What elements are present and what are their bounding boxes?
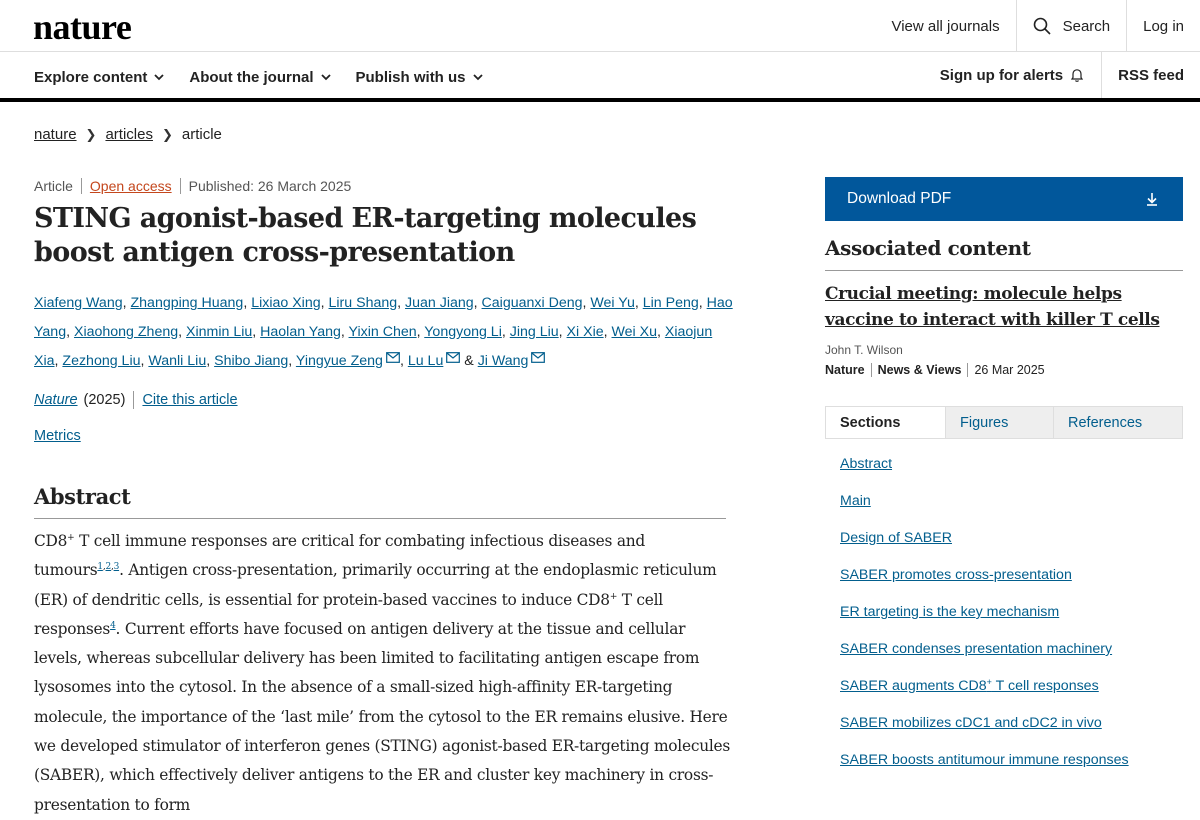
header-actions [875,0,1200,52]
publish-label: Publish with us [355,68,466,86]
cite-article-link[interactable]: Cite this article [142,392,238,408]
download-pdf-button[interactable] [825,177,1183,221]
associated-author: John T. Wilson [825,343,903,357]
section-label: SABER promotes cross-presentation [840,567,1072,583]
section-link-antitumour[interactable] [840,752,1180,789]
reference-link[interactable]: 4 [110,620,116,631]
breadcrumb [34,126,222,143]
section-label: SABER mobilizes cDC1 and cDC2 in vivo [840,715,1102,731]
sidebar-tabs [825,406,1183,439]
breadcrumb-articles[interactable]: articles [105,126,153,143]
alerts-label: Sign up for alerts [939,66,1064,84]
login-link[interactable]: Log in [1126,0,1200,52]
chevron-down-icon [320,71,332,83]
author-link[interactable]: Yixin Chen [348,324,417,340]
publish-with-us-menu[interactable] [356,69,484,86]
meta-divider [180,178,181,194]
nature-logo[interactable]: nature [33,7,132,47]
author-list: Xiafeng Wang, Zhangping Huang, Lixiao Xing, Liru Shang, Juan Jiang, Caiguanxi Deng, Wei Yu, Lin Peng, Hao Yang, Xiaohong Zheng, Xinmin Liu, Haolan Yang, Yixin Chen, Yongyong Li, Jing Liu, Xi Xie, Wei Xu, Xiaojun Xia, Zezhong Liu, Wanli Liu, Shibo Jiang, Yingyue Zeng , Lu Lu & Ji Wang [34,295,733,369]
site-header [0,0,1200,52]
download-pdf-label: Download PDF [847,190,952,207]
metrics-link[interactable]: Metrics [34,428,81,444]
abstract-segment: . Current efforts have focused on antigen delivery at the tissue and cellular levels, whereas subcellular delivery has been limited to facilitating antigen escape from lysosomes into the cytosol. In the absence of a small-sized high-affinity ER-targeting molecule, the importance of the ‘last mile’ from the cytosol to the ER remains elusive. Here we developed stimulator of interferon genes (STING) agonist-based ER-targeting molecules (SABER), which effectively deliver antigens to the ER and cluster key machinery in cross-presentation to form [34,619,731,814]
nav-menu [34,52,484,102]
tab-figures[interactable]: Figures [945,407,1053,438]
author-link[interactable]: Juan Jiang [405,295,474,311]
superscript: + [986,677,992,687]
author-link[interactable]: Yongyong Li [424,324,502,340]
section-label: Main [840,493,871,509]
author-link[interactable]: Jing Liu [509,324,559,340]
author-link[interactable]: Yingyue Zeng [295,353,383,369]
reference-group: 1,2,3 [97,562,120,573]
section-label [840,678,1099,694]
breadcrumb-chevron-icon: ❯ [161,126,173,142]
reference-link[interactable]: 3 [113,562,120,573]
breadcrumb-nature[interactable]: nature [34,126,77,143]
author-link[interactable]: Ji Wang [477,353,529,369]
reference-link[interactable]: 2 [105,562,111,573]
abstract-text [34,527,734,820]
section-link-er-targeting[interactable] [840,604,1180,641]
superscript: + [67,533,75,543]
author-link[interactable]: Wanli Liu [148,353,207,369]
section-link-machinery[interactable] [840,641,1180,678]
meta-divider [81,178,82,194]
author-link[interactable]: Lu Lu [407,353,444,369]
tab-sections[interactable]: Sections [826,407,945,438]
author-link[interactable]: Zhangping Huang [130,295,244,311]
alerts-signup-link[interactable] [924,52,1101,98]
meta-divider [871,363,872,377]
abstract-segment: . Antigen cross-presentation, primarily occurring at the endoplasmic reticulum (ER) of dendritic cells, is essential for protein-based vaccines to induce CD8 [34,561,717,609]
article-type: Article [34,178,73,194]
section-label: Abstract [840,456,893,472]
sections-list [840,456,1180,789]
abstract-segment: T cell immune responses are critical for combating infectious diseases and tumours [34,532,646,580]
main-nav [0,52,1200,102]
associated-article-link[interactable]: Crucial meeting: molecule helps vaccine to interact with killer T cells [825,284,1160,330]
section-link-design[interactable] [840,530,1180,567]
about-journal-menu[interactable] [189,69,331,86]
journal-link[interactable]: Nature [34,392,78,408]
journal-year: (2025) [83,392,126,408]
section-link-main[interactable] [840,493,1180,530]
meta-divider [967,363,968,377]
author-link[interactable]: Liru Shang [328,295,398,311]
abstract-segment: CD8 [34,532,68,550]
search-button[interactable] [1016,0,1127,52]
section-link-abstract[interactable] [840,456,1180,493]
associated-date: 26 Mar 2025 [974,363,1045,377]
author-link[interactable]: Xiaohong Zheng [73,324,179,340]
breadcrumb-chevron-icon: ❯ [85,126,97,142]
search-label: Search [1062,17,1111,35]
mail-icon[interactable] [531,352,545,363]
author-link[interactable]: Shibo Jiang [214,353,289,369]
author-link[interactable]: Wei Xu [611,324,657,340]
section-link-cdc[interactable] [840,715,1180,752]
associated-meta [825,363,1045,377]
download-icon [1145,191,1159,207]
author-link[interactable]: Zezhong Liu [62,353,141,369]
chevron-down-icon [472,71,484,83]
author-link[interactable]: Xiafeng Wang [34,295,123,311]
reference-link[interactable]: 1 [97,562,103,573]
section-label-part: SABER augments CD8 [840,678,987,694]
published-date: Published: 26 March 2025 [188,178,352,194]
breadcrumb-current: article [181,126,222,143]
explore-content-menu[interactable] [34,69,165,86]
section-label-part: T cell responses [991,678,1099,694]
nav-right [924,52,1200,102]
abstract-divider [34,518,726,519]
section-label: Design of SABER [840,530,952,546]
abstract-segment: T cell responses [34,590,663,638]
article-meta [34,178,351,194]
chevron-down-icon [153,71,165,83]
citation-line [34,391,238,409]
author-link[interactable]: Haolan Yang [260,324,341,340]
associated-type: News & Views [877,363,962,377]
section-link-cross-presentation[interactable] [840,567,1180,604]
mail-icon[interactable] [386,352,400,363]
section-label: SABER boosts antitumour immune responses [840,752,1129,768]
associated-content-heading: Associated content [825,236,1031,260]
mail-icon[interactable] [446,352,460,363]
rss-feed-link[interactable]: RSS feed [1101,52,1200,98]
associated-journal: Nature [825,363,865,377]
article-title: STING agonist-based ER-targeting molecules boost antigen cross-presentation [34,203,697,268]
section-label: SABER condenses presentation machinery [840,641,1113,657]
author-link[interactable]: Lixiao Xing [251,295,321,311]
section-link-cd8[interactable] [840,678,1180,715]
author-link[interactable]: Lin Peng [642,295,699,311]
author-link[interactable]: Caiguanxi Deng [481,295,583,311]
bell-icon [1069,67,1085,83]
section-label: ER targeting is the key mechanism [840,604,1060,620]
meta-divider [133,391,134,409]
open-access-link[interactable]: Open access [89,178,172,194]
search-icon [1033,17,1051,35]
author-link[interactable]: Xinmin Liu [186,324,253,340]
author-link[interactable]: Wei Yu [590,295,635,311]
superscript: + [609,591,618,602]
tab-references[interactable]: References [1053,407,1182,438]
associated-divider [825,270,1183,271]
explore-content-label: Explore content [34,68,148,86]
author-link[interactable]: Xiaojun Xia [34,324,713,369]
abstract-heading: Abstract [34,484,131,509]
view-all-journals-link[interactable]: View all journals [891,17,1000,35]
author-link[interactable]: Xi Xie [566,324,604,340]
about-journal-label: About the journal [189,68,314,86]
author-link[interactable]: Hao Yang [34,295,733,340]
